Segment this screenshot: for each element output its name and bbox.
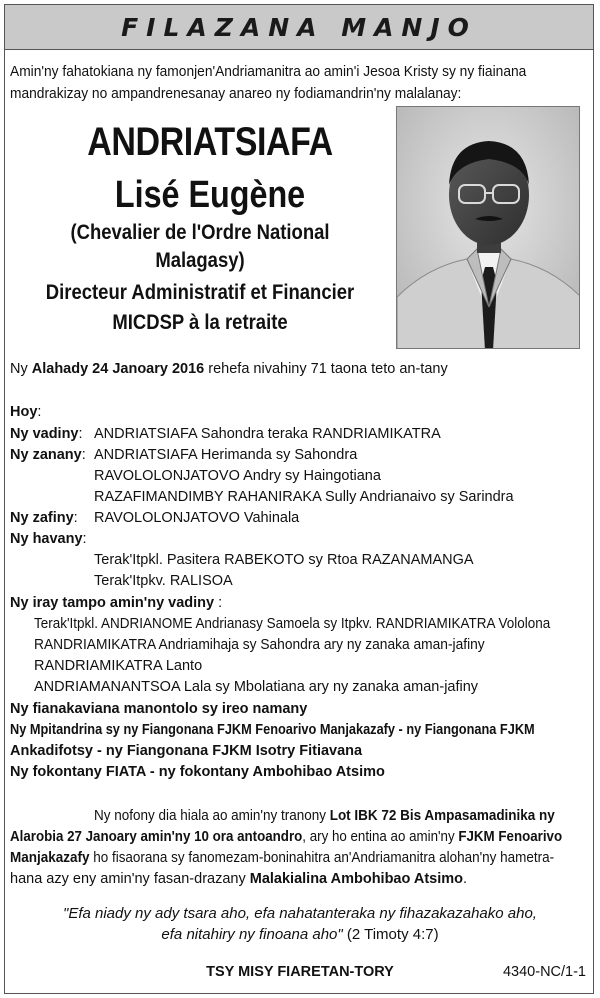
deceased-given-names: Lisé Eugène bbox=[114, 174, 306, 216]
closing-line-3: Ankadifotsy - ny Fiangonana FJKM Isotry Fitiavana bbox=[10, 743, 363, 759]
vadiny-label-text: Ny vadiny bbox=[10, 426, 79, 442]
zanany-item: RAZAFIMANDIMBY RAHANIRAKA Sully Andrianaivo sy Sarindra bbox=[94, 489, 514, 505]
header-bar bbox=[4, 4, 594, 50]
funeral-line-4 bbox=[10, 869, 467, 889]
deceased-surname: ANDRIATSIAFA bbox=[87, 120, 333, 164]
zafiny-label-text: Ny zafiny bbox=[10, 510, 74, 526]
funeral-text: , ary ho entina ao amin'ny bbox=[302, 829, 459, 845]
intro-line-2: mandrakizay no ampandrenesanay anareo ny fodiamandrin'ny malalanay: bbox=[10, 86, 462, 102]
zanany-item: RAVOLOLONJATOVO Andry sy Haingotiana bbox=[94, 468, 381, 484]
vadiny-item: ANDRIATSIAFA Sahondra teraka RANDRIAMIKATRA bbox=[94, 426, 441, 442]
funeral-line-2 bbox=[10, 827, 562, 847]
havany-item: Terak'Itpkv. RALISOA bbox=[94, 573, 233, 589]
header-title: FILAZANA MANJO bbox=[121, 12, 477, 42]
death-date-line bbox=[10, 359, 448, 379]
funeral-church: FJKM Fenoarivo bbox=[458, 829, 563, 845]
hoy-label: Hoy bbox=[10, 404, 38, 420]
funeral-datetime: Alarobia 27 Janoary amin'ny 10 ora antoandro bbox=[10, 829, 303, 845]
havany-item: Terak'Itpkl. Pasitera RABEKOTO sy Rtoa RAZANAMANGA bbox=[94, 552, 474, 568]
iray-tampo-item: RANDRIAMIKATRA Andriamihaja sy Sahondra ary ny zanaka aman-jafiny bbox=[34, 637, 485, 653]
deceased-portrait bbox=[396, 106, 580, 349]
deceased-title-line-3: Directeur Administratif et Financier bbox=[45, 281, 355, 304]
iray-tampo-item: RANDRIAMIKATRA Lanto bbox=[34, 658, 203, 674]
funeral-line-1 bbox=[94, 806, 555, 826]
funeral-text: ho fisaorana sy fanomezam-boninahitra an'Andriamanitra alohan'ny hametra- bbox=[89, 850, 555, 866]
zafiny-item: RAVOLOLONJATOVO Vahinala bbox=[94, 510, 300, 526]
funeral-burial-place: Malakialina Ambohibao Atsimo bbox=[249, 871, 463, 887]
portrait-illustration bbox=[397, 107, 580, 349]
funeral-church-cont: Manjakazafy bbox=[10, 850, 90, 866]
zafiny-label: Ny zafiny: bbox=[10, 510, 78, 526]
havany-label: Ny havany: bbox=[10, 531, 87, 547]
death-date-suffix: rehefa nivahiny 71 taona teto an-tany bbox=[204, 361, 448, 377]
iray-tampo-item: ANDRIAMANANTSOA Lala sy Mbolatiana ary ny zanaka aman-jafiny bbox=[34, 679, 479, 695]
funeral-address: Lot IBK 72 Bis Ampasamadinika ny bbox=[329, 808, 555, 824]
deceased-title-line-2: Malagasy) bbox=[155, 249, 245, 272]
death-date: Alahady 24 Janoary 2016 bbox=[31, 361, 205, 377]
verse-text: efa nitahiry ny finoana aho" bbox=[161, 926, 343, 943]
funeral-line-3 bbox=[10, 848, 554, 868]
zanany-label-text: Ny zanany bbox=[10, 447, 82, 463]
verse-reference: (2 Timoty 4:7) bbox=[342, 926, 439, 943]
zanany-label: Ny zanany: bbox=[10, 447, 86, 463]
hoy-colon: : bbox=[37, 404, 42, 420]
intro-line-1: Amin'ny fahatokiana ny famonjen'Andriamanitra ao amin'i Jesoa Kristy sy ny fiainana bbox=[10, 64, 527, 80]
iray-tampo-label: Ny iray tampo amin'ny vadiny : bbox=[10, 595, 223, 611]
iray-tampo-item: Terak'Itpkl. ANDRIANOME Andrianasy Samoela sy Itpkv. RANDRIAMIKATRA Vololona bbox=[34, 616, 551, 632]
deceased-title-line-4: MICDSP à la retraite bbox=[112, 311, 288, 334]
funeral-text: Ny nofony dia hiala ao amin'ny tranony bbox=[94, 808, 330, 824]
verse-line-1: "Efa niady ny ady tsara aho, efa nahatanteraka ny fihazakazahako aho, bbox=[63, 905, 537, 922]
death-date-prefix: Ny bbox=[10, 361, 32, 377]
verse-line-2 bbox=[0, 925, 600, 945]
notice-reference: 4340-NC/1-1 bbox=[502, 964, 586, 980]
hoy-line bbox=[10, 402, 41, 422]
deceased-title-line-1: (Chevalier de l'Ordre National bbox=[70, 221, 330, 244]
zanany-item: ANDRIATSIAFA Herimanda sy Sahondra bbox=[94, 447, 358, 463]
havany-label-text: Ny havany bbox=[10, 531, 83, 547]
closing-line-4: Ny fokontany FIATA - ny fokontany Ambohibao Atsimo bbox=[10, 764, 385, 780]
closing-line-1: Ny fianakaviana manontolo sy ireo namany bbox=[10, 701, 308, 717]
funeral-period: . bbox=[463, 871, 468, 887]
no-wake-notice: TSY MISY FIARETAN-TORY bbox=[206, 964, 394, 980]
vadiny-label: Ny vadiny: bbox=[10, 426, 83, 442]
funeral-text: hana azy eny amin'ny fasan-drazany bbox=[10, 871, 250, 887]
iray-tampo-label-text: Ny iray tampo amin'ny vadiny bbox=[10, 595, 215, 611]
closing-line-2: Ny Mpitandrina sy ny Fiangonana FJKM Fenoarivo Manjakazafy - ny Fiangonana FJKM bbox=[10, 722, 535, 738]
